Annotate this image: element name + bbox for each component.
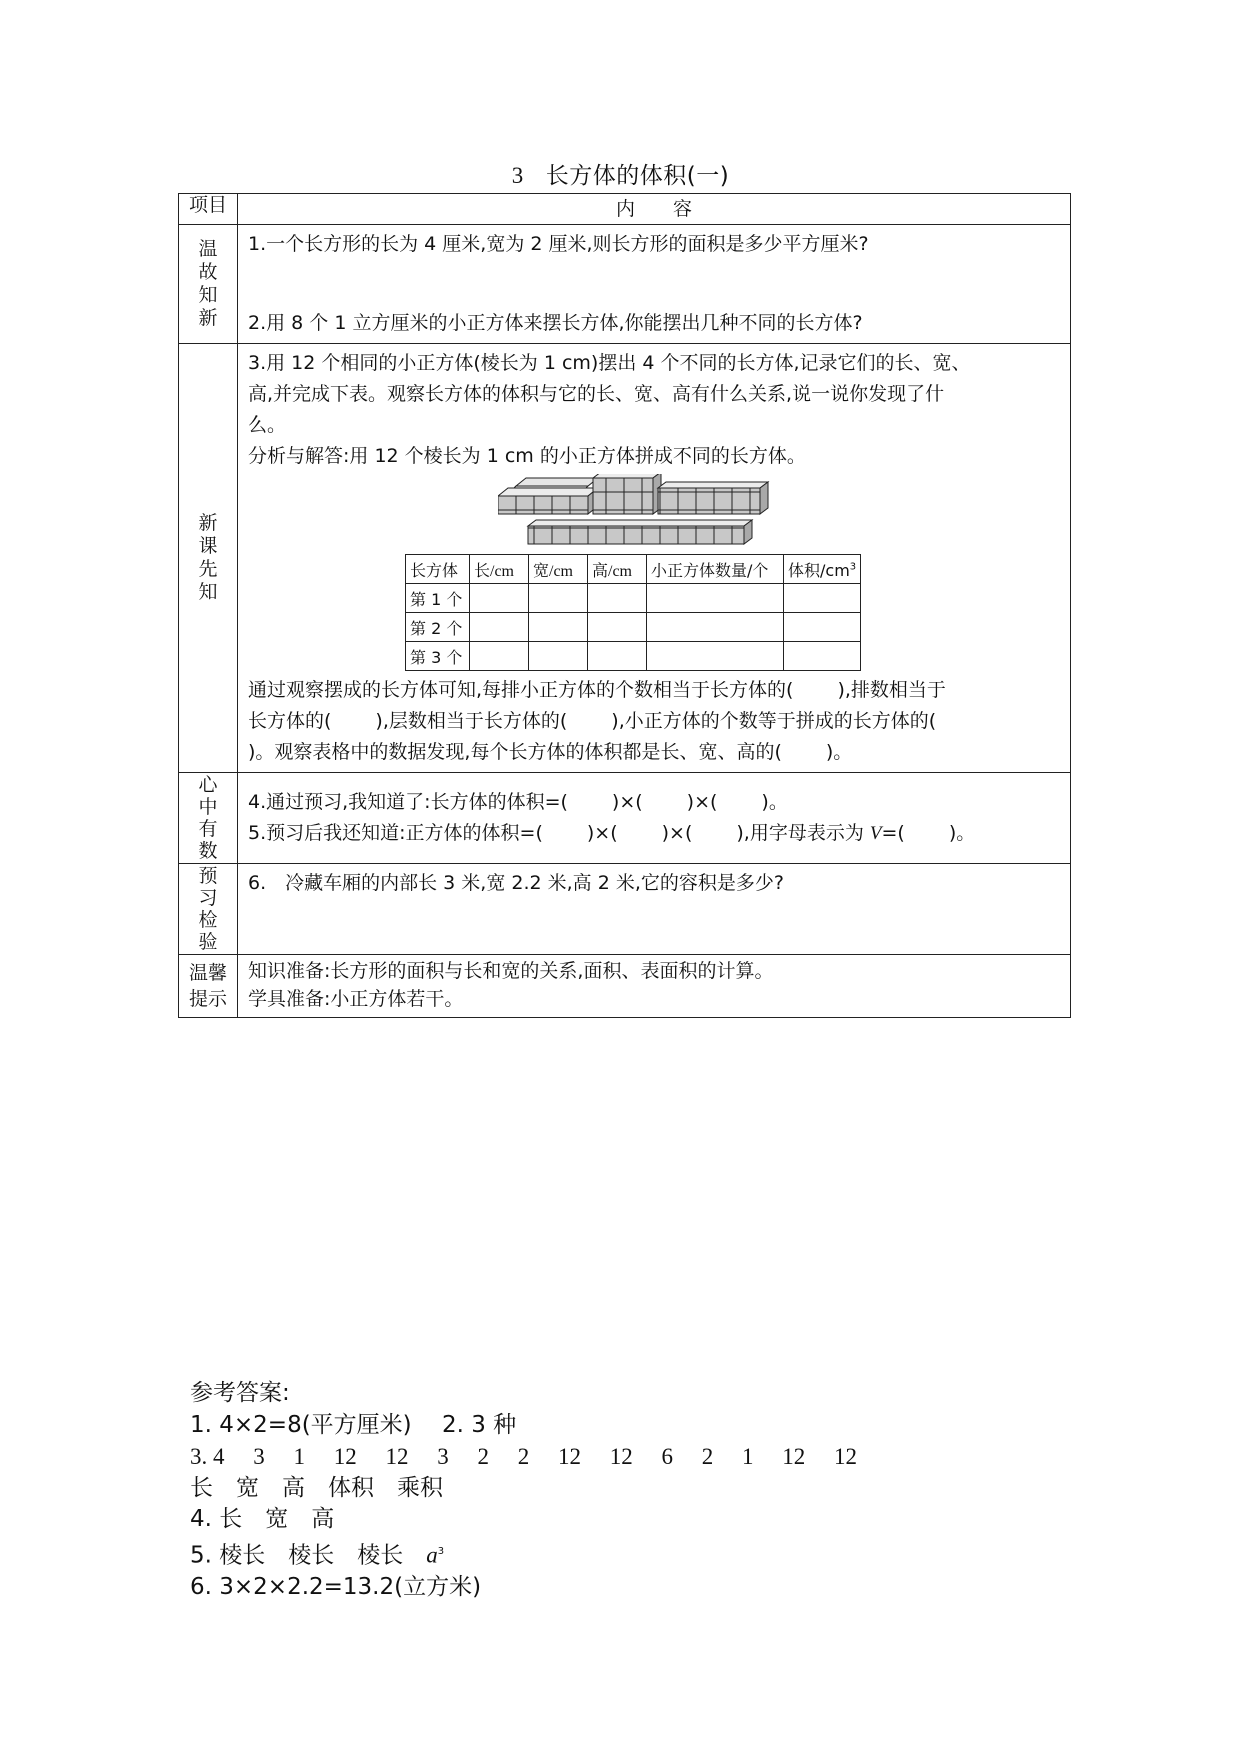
label-mind-text: 心中有数: [198, 774, 218, 862]
observation-line3-a: )。观察表格中的数据发现,每个长方体的体积都是长、宽、高的(: [248, 741, 782, 763]
question-4-b: )×(: [611, 791, 643, 813]
record-header-volume-sup: 3: [849, 561, 857, 573]
question-2: 2.用 8 个 1 立方厘米的小正方体来摆长方体,你能摆出几种不同的长方体?: [248, 312, 863, 334]
cell-tips: [238, 955, 1071, 1018]
record-header-count: 小正方体数量/个: [647, 555, 784, 584]
observation-line2-b: ),层数相当于长方体的(: [375, 710, 568, 732]
row-mind: [179, 773, 1071, 864]
record-cell-height[interactable]: [588, 584, 647, 613]
observation-line2-c: ),小正方体的个数等于拼成的长方体的(: [611, 710, 937, 732]
label-review: [179, 225, 238, 344]
record-cell-width[interactable]: [529, 613, 588, 642]
label-tips: [179, 955, 238, 1018]
label-check-text: 预习检验: [198, 865, 218, 953]
question-4: [248, 787, 1060, 818]
question-4-a: 4.通过预习,我知道了:长方体的体积=(: [248, 791, 568, 813]
record-cell-width[interactable]: [529, 584, 588, 613]
question-5-d: ),用字母表示为: [736, 822, 870, 844]
question-5-a: 5.预习后我还知道:正方体的体积=(: [248, 822, 543, 844]
record-row-label: 第 2 个: [406, 613, 470, 642]
record-row: [406, 584, 861, 613]
question-5: [248, 818, 1060, 849]
preview-worksheet-table: [178, 193, 1071, 1018]
record-cell-length[interactable]: [470, 613, 529, 642]
answer-5-text: 5. 棱长 棱长 棱长: [190, 1542, 427, 1569]
answer-1-2: 1. 4×2=8(平方厘米) 2. 3 种: [190, 1411, 517, 1438]
row-check: [179, 864, 1071, 955]
record-row: [406, 613, 861, 642]
question-5-c: )×(: [661, 822, 693, 844]
record-header-height: 高/cm: [588, 555, 647, 584]
header-item: 项目: [179, 194, 238, 225]
record-header-volume: [784, 555, 861, 584]
record-row-label: 第 3 个: [406, 642, 470, 671]
cell-check: [238, 864, 1071, 955]
question-3-line3: 么。: [248, 414, 287, 436]
reference-answers: [190, 1378, 857, 1603]
record-table-header: [406, 555, 861, 584]
record-cell-height[interactable]: [588, 613, 647, 642]
record-header-length: 长/cm: [470, 555, 529, 584]
question-5-b: )×(: [586, 822, 618, 844]
record-cell-height[interactable]: [588, 642, 647, 671]
record-row: [406, 642, 861, 671]
cube-block-b: [593, 474, 661, 514]
cube-block-a: [498, 478, 598, 514]
answer-3-words: 长 宽 高 体积 乘积: [190, 1474, 443, 1501]
observation-line2-a: 长方体的(: [248, 710, 332, 732]
label-tips-text: 温馨提示: [188, 962, 227, 1010]
record-header-volume-text: 体积/cm: [788, 560, 850, 580]
answer-5-sup: 3: [437, 1545, 445, 1557]
question-3-line2: 高,并完成下表。观察长方体的体积与它的长、宽、高有什么关系,说一说你发现了什: [248, 383, 945, 405]
question-4-d: )。: [761, 791, 788, 813]
record-cell-volume[interactable]: [784, 642, 861, 671]
cell-review: [238, 225, 1071, 344]
record-header-width: 宽/cm: [529, 555, 588, 584]
record-row-label: 第 1 个: [406, 584, 470, 613]
answer-3-numbers: 3. 4 3 1 12 12 3 2 2 12 12 6 2 1 12 12: [190, 1444, 857, 1469]
record-cell-count[interactable]: [647, 613, 784, 642]
question-1: 1.一个长方形的长为 4 厘米,宽为 2 厘米,则长方形的面积是多少平方厘米?: [248, 233, 869, 255]
question-6: 6. 冷藏车厢的内部长 3 米,宽 2.2 米,高 2 米,它的容积是多少?: [248, 872, 784, 894]
title-number: 3: [511, 163, 524, 188]
analysis-text: 分析与解答:用 12 个棱长为 1 cm 的小正方体拼成不同的长方体。: [248, 445, 806, 467]
answer-5: [190, 1536, 857, 1572]
cell-new-lesson: [238, 344, 1071, 773]
question-5-f: )。: [948, 822, 976, 844]
answers-heading: 参考答案:: [190, 1380, 290, 1406]
cube-arrangements-illustration: [498, 474, 808, 554]
volume-variable: V: [869, 823, 882, 844]
tips-knowledge: 知识准备:长方形的面积与长和宽的关系,面积、表面积的计算。: [248, 960, 774, 982]
cube-block-c: [658, 482, 768, 514]
label-check: [179, 864, 238, 955]
record-cell-width[interactable]: [529, 642, 588, 671]
question-5-e: =(: [881, 822, 905, 844]
record-cell-volume[interactable]: [784, 584, 861, 613]
record-cell-count[interactable]: [647, 642, 784, 671]
answer-4: 4. 长 宽 高: [190, 1506, 335, 1532]
header-content: 内 容: [238, 194, 1071, 225]
record-header-cuboid: 长方体: [406, 555, 470, 584]
row-tips: [179, 955, 1071, 1018]
title-text: 长方体的体积(一): [545, 163, 730, 189]
observation-line1-b: ),排数相当于: [837, 679, 946, 701]
cuboid-record-table: [405, 554, 861, 671]
answer-6: 6. 3×2×2.2=13.2(立方米): [190, 1573, 482, 1600]
row-review: [179, 225, 1071, 344]
question-3-line1: 3.用 12 个相同的小正方体(棱长为 1 cm)摆出 4 个不同的长方体,记录它们的长、宽、: [248, 352, 971, 374]
record-cell-length[interactable]: [470, 584, 529, 613]
record-cell-volume[interactable]: [784, 613, 861, 642]
record-cell-count[interactable]: [647, 584, 784, 613]
page-title: [0, 157, 1241, 190]
tips-tools: 学具准备:小正方体若干。: [248, 988, 464, 1010]
cube-block-d: [528, 520, 752, 544]
observation-line3-b: )。: [825, 741, 853, 763]
observation-line2: [248, 706, 1060, 737]
question-4-c: )×(: [686, 791, 718, 813]
row-new-lesson: [179, 344, 1071, 773]
label-new-lesson-text: 新课先知: [198, 512, 218, 603]
label-mind: [179, 773, 238, 864]
record-cell-length[interactable]: [470, 642, 529, 671]
label-review-text: 温故知新: [198, 238, 218, 329]
observation-line3: [248, 737, 1060, 768]
label-new-lesson: [179, 344, 238, 773]
table-header-row: [179, 194, 1071, 225]
cell-mind: [238, 773, 1071, 864]
observation-line1: [248, 675, 1060, 706]
answer-5-variable: a: [426, 1542, 438, 1568]
observation-line1-a: 通过观察摆成的长方体可知,每排小正方体的个数相当于长方体的(: [248, 679, 794, 701]
